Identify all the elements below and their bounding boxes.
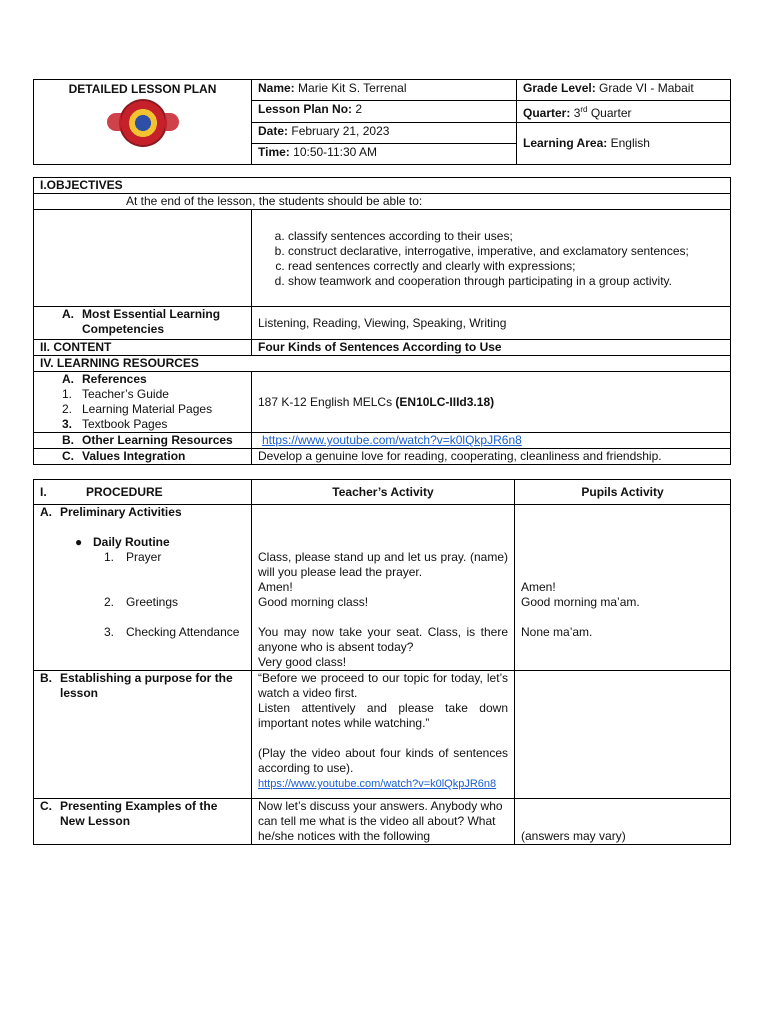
routine-prayer: 1. Prayer: [104, 550, 162, 564]
learning-area-label: Learning Area:: [523, 136, 608, 150]
teacher-purpose-1: “Before we proceed to our topic for today, let’s watch a video first.: [258, 671, 508, 700]
time-label: Time:: [258, 145, 290, 159]
objectives-list: [258, 229, 724, 289]
pupil-examples: (answers may vary): [515, 799, 731, 845]
pupil-none: None ma’am.: [521, 625, 593, 639]
objectives-blank-cell: [34, 210, 252, 307]
pupil-column-header: Pupils Activity: [515, 480, 731, 505]
pupil-purpose-cell: [515, 671, 731, 799]
teacher-amen: Amen!: [258, 580, 293, 594]
name-cell: [252, 80, 517, 101]
reference-item: 3. Textbook Pages: [62, 417, 168, 431]
procedure-heading: PROCEDURE: [86, 484, 163, 499]
objectives-table: [33, 177, 731, 465]
other-resources-cell: B. Other Learning Resources: [34, 433, 252, 449]
lesson-plan-header: [33, 79, 731, 165]
objective-item: b. construct declarative, interrogative, imperative, and exclamatory sentences;: [288, 244, 724, 259]
lesson-no-label: Lesson Plan No:: [258, 102, 353, 116]
teacher-greeting: Good morning class!: [258, 595, 369, 609]
teacher-preliminary-cell: [252, 505, 515, 671]
video-link[interactable]: https://www.youtube.com/watch?v=k0lQkpJR6n8: [258, 778, 497, 790]
examples-label: Presenting Examples of the New Lesson: [60, 799, 218, 828]
resources-heading: IV. LEARNING RESOURCES: [34, 356, 731, 372]
lesson-no-cell: [252, 101, 517, 123]
time-cell: [252, 144, 517, 165]
references-value-cell: [252, 372, 731, 433]
objectives-list-cell: [252, 210, 731, 307]
purpose-cell: B. Establishing a purpose for the lesson: [34, 671, 252, 799]
time-value: 10:50-11:30 AM: [293, 145, 377, 159]
grade-label: Grade Level:: [523, 81, 596, 95]
reference-item: 1. Teacher’s Guide: [62, 387, 169, 401]
pupil-greeting: Good morning ma’am.: [521, 595, 640, 609]
melc-label-cell: [34, 307, 252, 340]
objectives-intro: At the end of the lesson, the students should be able to:: [34, 194, 731, 210]
melc-code: (EN10LC-IIId3.18): [395, 394, 495, 409]
objective-item: c. read sentences correctly and clearly with expressions;: [288, 259, 724, 274]
grade-cell: [517, 80, 731, 101]
other-resources-label: Other Learning Resources: [82, 433, 233, 447]
values-cell: C. Values Integration: [34, 449, 252, 465]
purpose-label: Establishing a purpose for the lesson: [60, 671, 233, 700]
quarter-value: 3rd Quarter: [573, 105, 632, 120]
learning-area-value: English: [610, 136, 650, 150]
values-value: Develop a genuine love for reading, cooperating, cleanliness and friendship.: [252, 449, 731, 465]
preliminary-label: Preliminary Activities: [60, 505, 182, 519]
examples-cell: C. Presenting Examples of the New Lesson: [34, 799, 252, 845]
content-value: Four Kinds of Sentences According to Use: [252, 340, 731, 356]
learning-area-cell: [517, 123, 731, 165]
teacher-prayer: Class, please stand up and let us pray. (name) will you please lead the prayer.: [258, 550, 508, 579]
teacher-examples: Now let’s discuss your answers. Anybody who can tell me what is the video all about? What he/she notices with the following: [252, 799, 515, 845]
daily-routine: ● Daily Routine: [75, 535, 170, 549]
quarter-label: Quarter:: [523, 106, 571, 120]
values-label: Values Integration: [82, 449, 186, 463]
youtube-link[interactable]: https://www.youtube.com/watch?v=k0lQkpJR6n8: [262, 433, 522, 447]
references-cell: [34, 372, 252, 433]
preliminary-cell: A. Preliminary Activities ● Daily Routine 1. Prayer 2. Greetings 3. Checking Attendance: [34, 505, 252, 671]
pupil-amen: Amen!: [521, 580, 556, 594]
objective-item: a. classify sentences according to their uses;: [288, 229, 724, 244]
teacher-verygood: Very good class!: [258, 655, 347, 669]
teacher-column-header: Teacher’s Activity: [252, 480, 515, 505]
procedure-heading-cell: [34, 480, 252, 505]
name-value: Marie Kit S. Terrenal: [298, 81, 407, 95]
lesson-no-value: 2: [355, 102, 363, 116]
teacher-attendance: You may now take your seat. Class, is there anyone who is absent today?: [258, 625, 508, 654]
grade-value: Grade VI - Mabait: [599, 81, 694, 95]
references-label: References: [82, 372, 147, 386]
school-seal-icon: [119, 99, 167, 147]
date-value: February 21, 2023: [291, 124, 390, 138]
date-cell: [252, 123, 517, 144]
routine-greetings: 2. Greetings: [104, 595, 179, 609]
quarter-cell: [517, 101, 731, 123]
melc-letter: A.: [62, 307, 74, 321]
document-title: DETAILED LESSON PLAN: [68, 82, 217, 96]
other-resources-value-cell: [252, 433, 731, 449]
references-value: 187 K-12 English MELCs: [258, 394, 393, 409]
title-cell: [34, 80, 252, 165]
procedure-num: I.: [40, 484, 47, 499]
teacher-purpose-2: Listen attentively and please take down important notes while watching.”: [258, 701, 508, 730]
teacher-purpose-cell: [252, 671, 515, 799]
procedure-table: [33, 479, 731, 845]
references-letter: A.: [62, 372, 74, 386]
routine-attendance: 3. Checking Attendance: [104, 625, 240, 639]
objective-item: d. show teamwork and cooperation through participating in a group activity.: [288, 274, 724, 289]
name-label: Name:: [258, 81, 295, 95]
pupil-preliminary-cell: [515, 505, 731, 671]
content-label: II. CONTENT: [34, 340, 252, 356]
melc-value: Listening, Reading, Viewing, Speaking, Writing: [252, 307, 731, 340]
melc-label: Most Essential Learning Competencies: [82, 307, 221, 336]
objectives-heading: I.OBJECTIVES: [34, 178, 731, 194]
teacher-purpose-3: (Play the video about four kinds of sentences according to use).: [258, 746, 508, 775]
date-label: Date:: [258, 124, 289, 138]
reference-item: 2. Learning Material Pages: [62, 402, 213, 416]
